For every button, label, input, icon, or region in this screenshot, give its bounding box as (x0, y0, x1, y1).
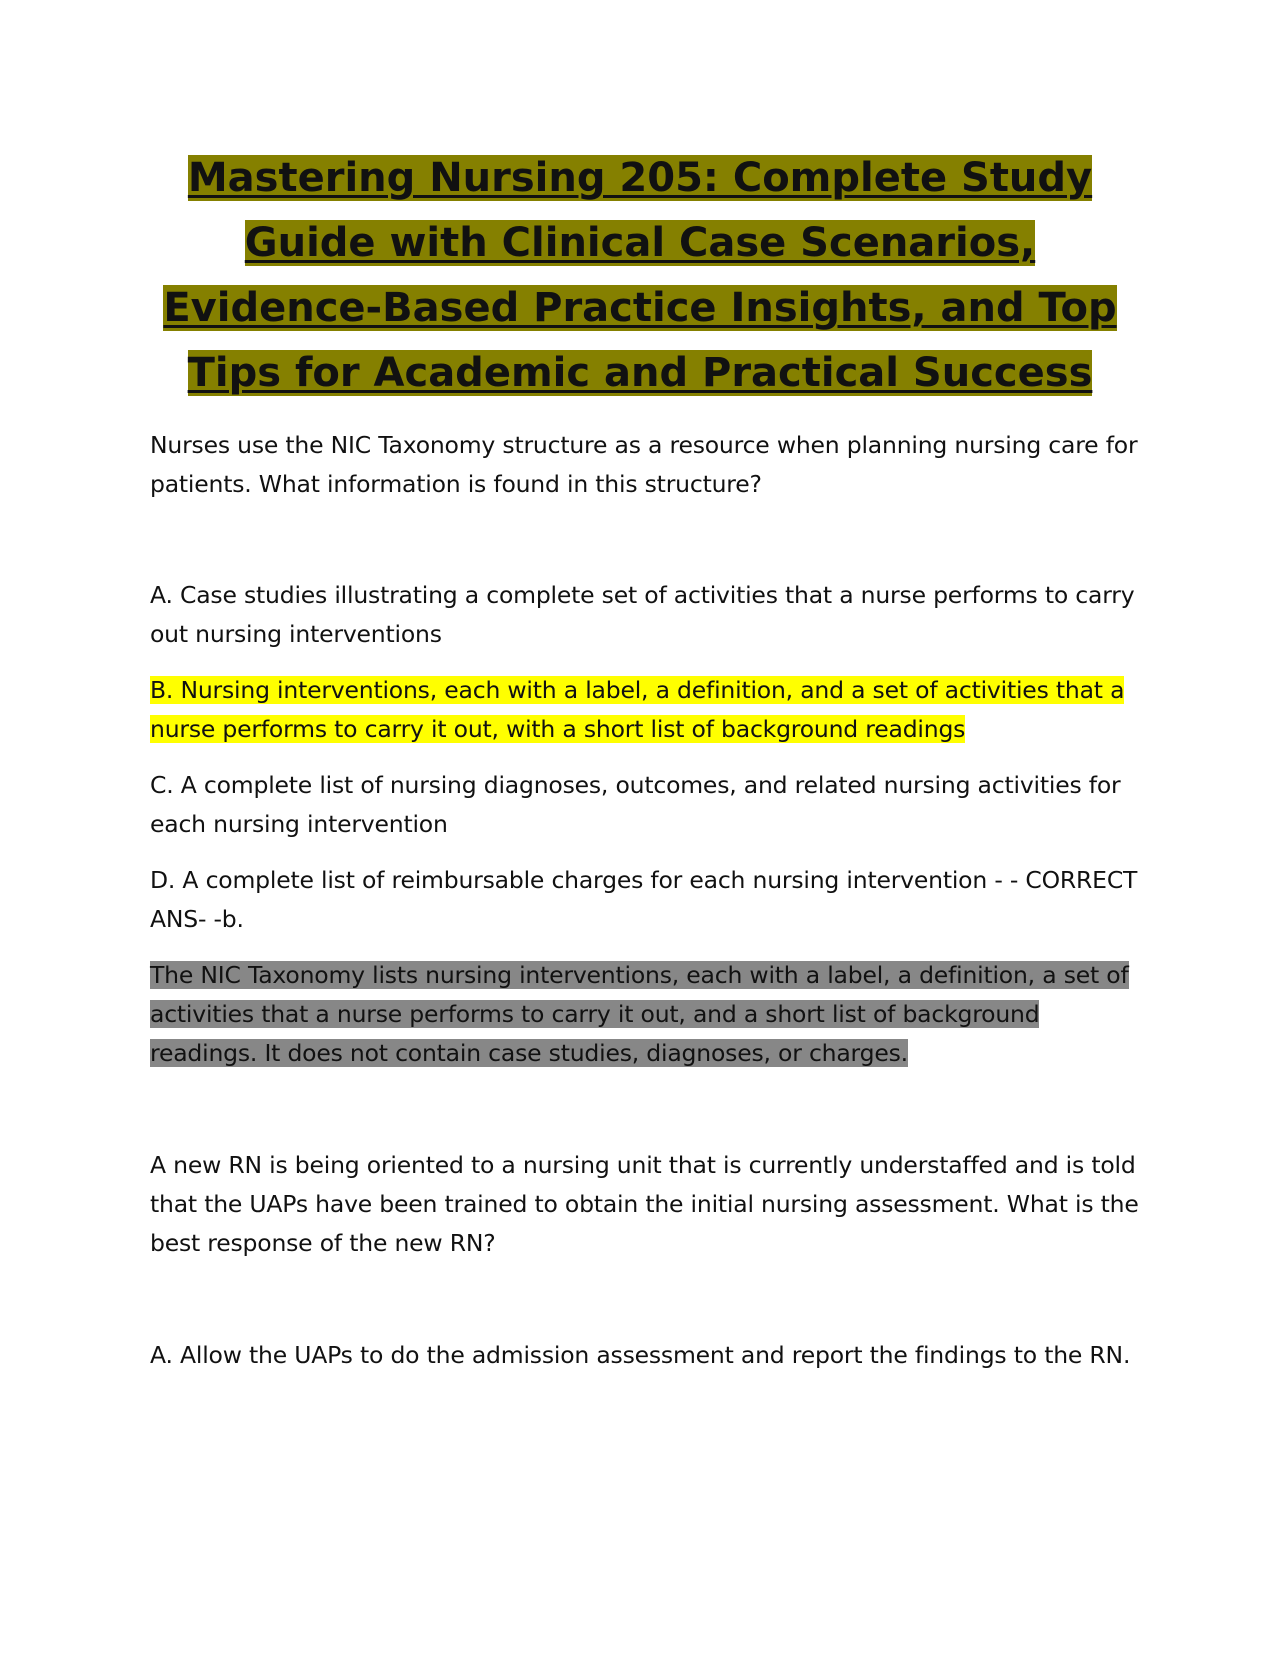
question-2-stem: A new RN is being oriented to a nursing unit that is currently understaffed and is told that the UAPs have been trained to obtain the initial nursing assessment. What is the best response of the new RN? (150, 1151, 1139, 1257)
question-1-option-b (150, 671, 1140, 749)
question-1-rationale (150, 956, 1140, 1073)
question-2-option-a: A. Allow the UAPs to do the admission assessment and report the findings to the RN. (150, 1341, 1131, 1369)
rationale-highlight: The NIC Taxonomy lists nursing interventions, each with a label, a definition, a set of activities that a nurse performs to carry it out, and a short list of background readings. It does not contain case studies, diagnoses, or charges. (150, 961, 1129, 1067)
correct-answer-highlight: B. Nursing interventions, each with a label, a definition, and a set of activities that a nurse performs to carry it out, with a short list of background readings (150, 676, 1125, 743)
question-1-option-d: D. A complete list of reimbursable charges for each nursing intervention - - CORRECT ANS- -b. (150, 866, 1138, 933)
document-title (140, 146, 1140, 406)
question-1-stem: Nurses use the NIC Taxonomy structure as a resource when planning nursing care for patients. What information is found in this structure? (150, 431, 1138, 498)
question-1-option-c: C. A complete list of nursing diagnoses, outcomes, and related nursing activities for each nursing intervention (150, 771, 1121, 838)
document-title-text: Mastering Nursing 205: Complete Study Guide with Clinical Case Scenarios, Evidence-Based Practice Insights, and Top Tips for Academic and Practical Success (163, 155, 1117, 396)
question-1-option-a: A. Case studies illustrating a complete set of activities that a nurse performs to carry out nursing interventions (150, 581, 1135, 648)
